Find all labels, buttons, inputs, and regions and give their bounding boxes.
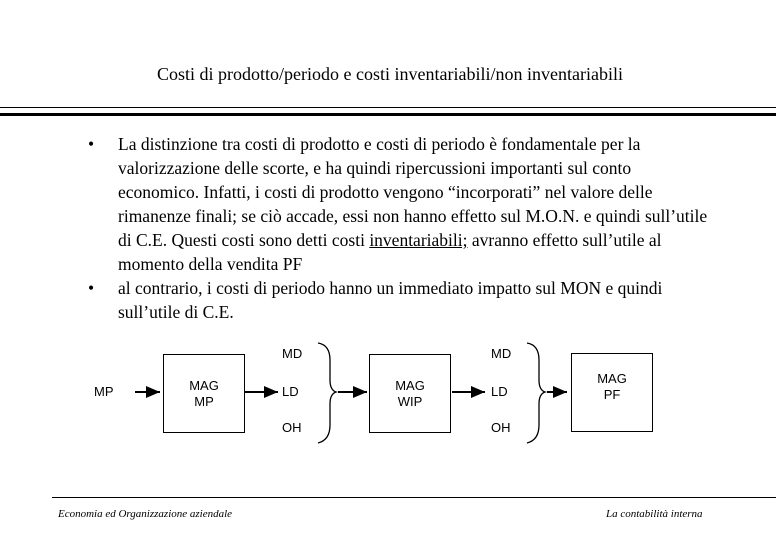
footer-right: La contabilità interna [606, 508, 703, 520]
footer-divider [52, 497, 776, 498]
underlined-term: inventariabili; [369, 230, 468, 250]
cost-label-oh: OH [491, 420, 511, 435]
box-label: WIP [397, 393, 423, 409]
cost-label-ld: LD [491, 384, 508, 399]
slide-title: Costi di prodotto/periodo e costi inventariabili/non inventariabili [157, 64, 623, 84]
brace-1 [318, 343, 336, 443]
box-label: MAG [189, 377, 219, 393]
cost-label-md: MD [282, 346, 303, 361]
bullet-text: La distinzione tra costi di prodotto e costi di periodo è fondamentale per la valorizzazione delle scorte, e ha quindi ripercussioni importanti sul conto economico. Infatti, i costi di prodotto vengono “incorporati” nel valore delle rimanenze finali; se ciò accade, essi non hanno effetto sul M.O.N. e quindi sull’utile di C.E. Questi costi sono detti costi [118, 134, 708, 250]
brace-2 [527, 343, 545, 443]
input-label-mp: MP [94, 384, 114, 399]
box-mag-wip [369, 354, 451, 433]
box-mag-mp [163, 354, 245, 433]
box-mag-pf [571, 353, 653, 432]
box-label: MAG [597, 371, 627, 386]
bullet-text: avranno effetto sull’utile al momento della vendita PF [118, 230, 662, 274]
bullet-icon: • [88, 134, 95, 154]
box-label: PF [603, 387, 621, 402]
box-label: MP [194, 393, 214, 409]
cost-label-ld: LD [282, 384, 299, 399]
footer-left: Economia ed Organizzazione aziendale [58, 508, 233, 520]
cost-label-oh: OH [282, 420, 302, 435]
bullet-text: al contrario, i costi di periodo hanno un immediato impatto sul MON e quindi sull’utile di C.E. [118, 278, 663, 322]
bullet-icon: • [88, 278, 95, 298]
box-label: MAG [395, 377, 425, 393]
cost-label-md: MD [491, 346, 512, 361]
